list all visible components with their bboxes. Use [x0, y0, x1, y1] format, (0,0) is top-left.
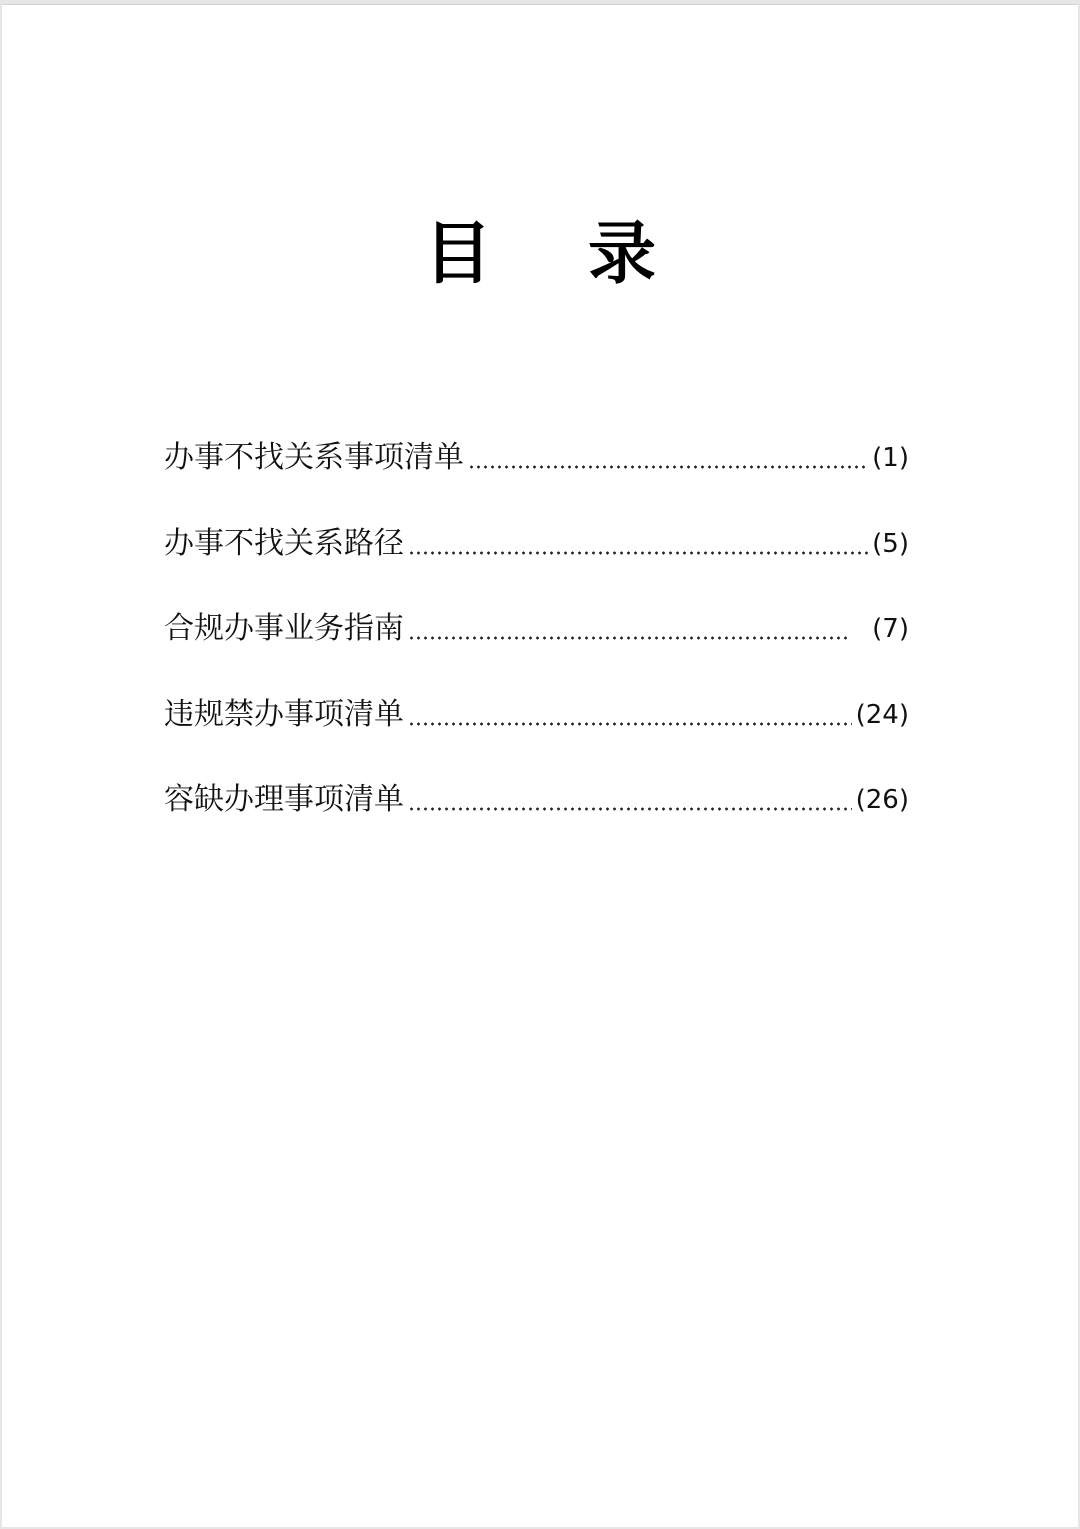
toc-entry-page: (1) — [872, 443, 909, 473]
dot-leader — [408, 634, 848, 642]
toc-entry-page: (24) — [855, 699, 909, 730]
dot-leader — [468, 463, 868, 471]
toc-entry-label: 办事不找关系事项清单 — [164, 440, 464, 475]
toc-entry[interactable] — [164, 516, 909, 566]
toc-entry[interactable] — [164, 687, 909, 737]
toc-entry-page: (7) — [872, 614, 909, 644]
toc-entry-page: (26) — [855, 785, 909, 815]
document-page — [2, 4, 1078, 1527]
page-title: 目录 — [423, 215, 752, 294]
toc-entry-label: 容缺办理事项清单 — [164, 782, 404, 817]
toc-entry[interactable] — [164, 772, 909, 822]
toc-entry-label: 合规办事业务指南 — [164, 611, 404, 646]
toc-entry-label: 办事不找关系路径 — [164, 525, 404, 561]
toc-entry[interactable] — [164, 601, 909, 651]
toc-entry[interactable] — [164, 430, 909, 480]
dot-leader — [408, 805, 852, 813]
dot-leader — [408, 720, 852, 728]
toc-entry-page: (5) — [872, 528, 909, 559]
table-of-contents — [164, 430, 909, 858]
dot-leader — [408, 549, 868, 557]
toc-entry-label: 违规禁办事项清单 — [164, 696, 404, 732]
